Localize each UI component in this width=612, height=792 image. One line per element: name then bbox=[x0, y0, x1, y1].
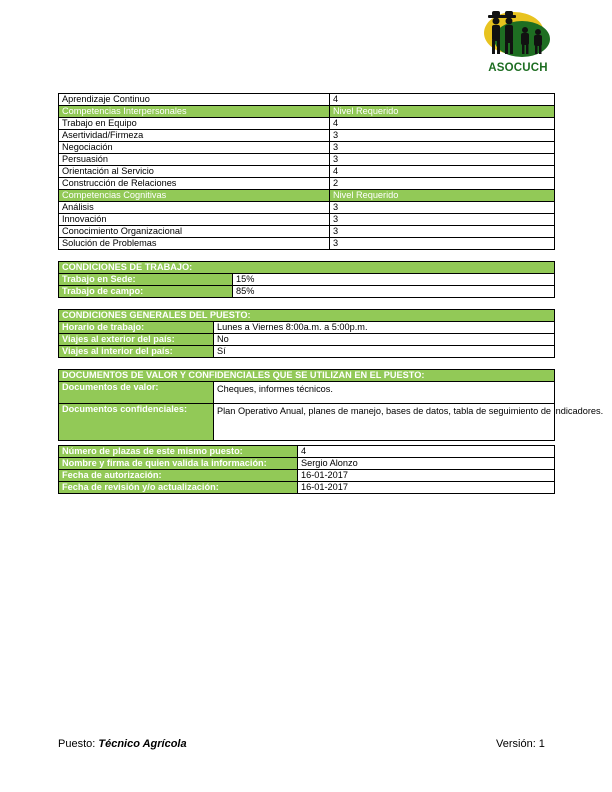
documents-table bbox=[58, 369, 604, 441]
documents-title: DOCUMENTOS DE VALOR Y CONFIDENCIALES QUE SE UTILIZAN EN EL PUESTO: bbox=[59, 370, 555, 382]
logo-text: ASOCUCH bbox=[488, 62, 548, 74]
section-title-row bbox=[59, 310, 555, 322]
summary-label: Número de plazas de este mismo puesto: bbox=[59, 446, 298, 458]
table-row bbox=[59, 470, 555, 482]
footer-version: Versión: 1 bbox=[496, 738, 545, 750]
table-row bbox=[59, 458, 555, 470]
general-conditions-table bbox=[58, 309, 555, 358]
summary-table bbox=[58, 445, 555, 494]
section-title-row bbox=[59, 262, 555, 274]
interpersonal-header: Competencias Interpersonales bbox=[59, 106, 330, 118]
section-title-row bbox=[59, 370, 555, 382]
document-label: Documentos confidenciales: bbox=[59, 404, 214, 441]
table-row bbox=[59, 482, 555, 494]
condition-value: No bbox=[214, 334, 555, 346]
cognitive-header-row bbox=[59, 190, 555, 202]
general-conditions-title: CONDICIONES GENERALES DEL PUESTO: bbox=[59, 310, 555, 322]
competency-label: Construcción de Relaciones bbox=[59, 178, 330, 190]
competency-label: Negociación bbox=[59, 142, 330, 154]
required-level-header: Nivel Requerido bbox=[330, 106, 555, 118]
condition-value: 15% bbox=[233, 274, 555, 286]
competency-level: 3 bbox=[330, 226, 555, 238]
document-value: Plan Operativo Anual, planes de manejo, bases de datos, tabla de seguimiento de indicadores. bbox=[214, 404, 555, 441]
table-row bbox=[59, 154, 555, 166]
work-conditions-title: CONDICIONES DE TRABAJO: bbox=[59, 262, 555, 274]
competency-level: 3 bbox=[330, 130, 555, 142]
table-row bbox=[59, 118, 555, 130]
summary-label: Fecha de autorización: bbox=[59, 470, 298, 482]
table-row bbox=[59, 404, 555, 441]
competency-level: 2 bbox=[330, 178, 555, 190]
table-row bbox=[59, 94, 555, 106]
condition-label: Viajes al interior del país: bbox=[59, 346, 214, 358]
table-row bbox=[59, 446, 555, 458]
competencies-table bbox=[58, 93, 555, 250]
table-row bbox=[59, 178, 555, 190]
condition-label: Trabajo en Sede: bbox=[59, 274, 233, 286]
competency-level: 4 bbox=[330, 118, 555, 130]
summary-value: 16-01-2017 bbox=[298, 470, 555, 482]
required-level-header: Nivel Requerido bbox=[330, 190, 555, 202]
condition-value: 85% bbox=[233, 286, 555, 298]
competency-label: Innovación bbox=[59, 214, 330, 226]
competency-label: Solución de Problemas bbox=[59, 238, 330, 250]
table-row bbox=[59, 274, 555, 286]
table-row bbox=[59, 226, 555, 238]
work-conditions-table bbox=[58, 261, 555, 298]
table-row bbox=[59, 142, 555, 154]
table-row bbox=[59, 346, 555, 358]
competency-label: Trabajo en Equipo bbox=[59, 118, 330, 130]
competency-label: Orientación al Servicio bbox=[59, 166, 330, 178]
summary-value: 16-01-2017 bbox=[298, 482, 555, 494]
competency-level: 3 bbox=[330, 154, 555, 166]
table-row bbox=[59, 166, 555, 178]
summary-label: Nombre y firma de quien valida la información: bbox=[59, 458, 298, 470]
competency-level: 3 bbox=[330, 142, 555, 154]
footer-position-label: Puesto: bbox=[58, 738, 96, 750]
interpersonal-header-row bbox=[59, 106, 555, 118]
competency-label: Análisis bbox=[59, 202, 330, 214]
condition-label: Trabajo de campo: bbox=[59, 286, 233, 298]
competency-level: 3 bbox=[330, 238, 555, 250]
competency-label: Asertividad/Firmeza bbox=[59, 130, 330, 142]
document-label: Documentos de valor: bbox=[59, 382, 214, 404]
cognitive-header: Competencias Cognitivas bbox=[59, 190, 330, 202]
summary-value: 4 bbox=[298, 446, 555, 458]
condition-value: Lunes a Viernes 8:00a.m. a 5:00p.m. bbox=[214, 322, 555, 334]
table-row bbox=[59, 334, 555, 346]
competency-label: Aprendizaje Continuo bbox=[59, 94, 330, 106]
table-row bbox=[59, 322, 555, 334]
competency-level: 3 bbox=[330, 202, 555, 214]
summary-label: Fecha de revisión y/o actualización: bbox=[59, 482, 298, 494]
footer-position-value: Técnico Agrícola bbox=[98, 738, 187, 750]
asocuch-logo-people-icon bbox=[478, 6, 558, 64]
competency-level: 4 bbox=[330, 166, 555, 178]
table-row bbox=[59, 382, 555, 404]
table-row bbox=[59, 202, 555, 214]
asocuch-logo bbox=[478, 6, 558, 78]
document-value: Cheques, informes técnicos. bbox=[214, 382, 555, 404]
competency-level: 3 bbox=[330, 214, 555, 226]
condition-label: Horario de trabajo: bbox=[59, 322, 214, 334]
summary-value: Sergio Alonzo bbox=[298, 458, 555, 470]
competency-level: 4 bbox=[330, 94, 555, 106]
condition-label: Viajes al exterior del país: bbox=[59, 334, 214, 346]
table-row bbox=[59, 238, 555, 250]
table-row bbox=[59, 214, 555, 226]
competency-label: Conocimiento Organizacional bbox=[59, 226, 330, 238]
footer-position bbox=[58, 738, 187, 750]
table-row bbox=[59, 286, 555, 298]
competency-label: Persuasión bbox=[59, 154, 330, 166]
table-row bbox=[59, 130, 555, 142]
condition-value: Sí bbox=[214, 346, 555, 358]
